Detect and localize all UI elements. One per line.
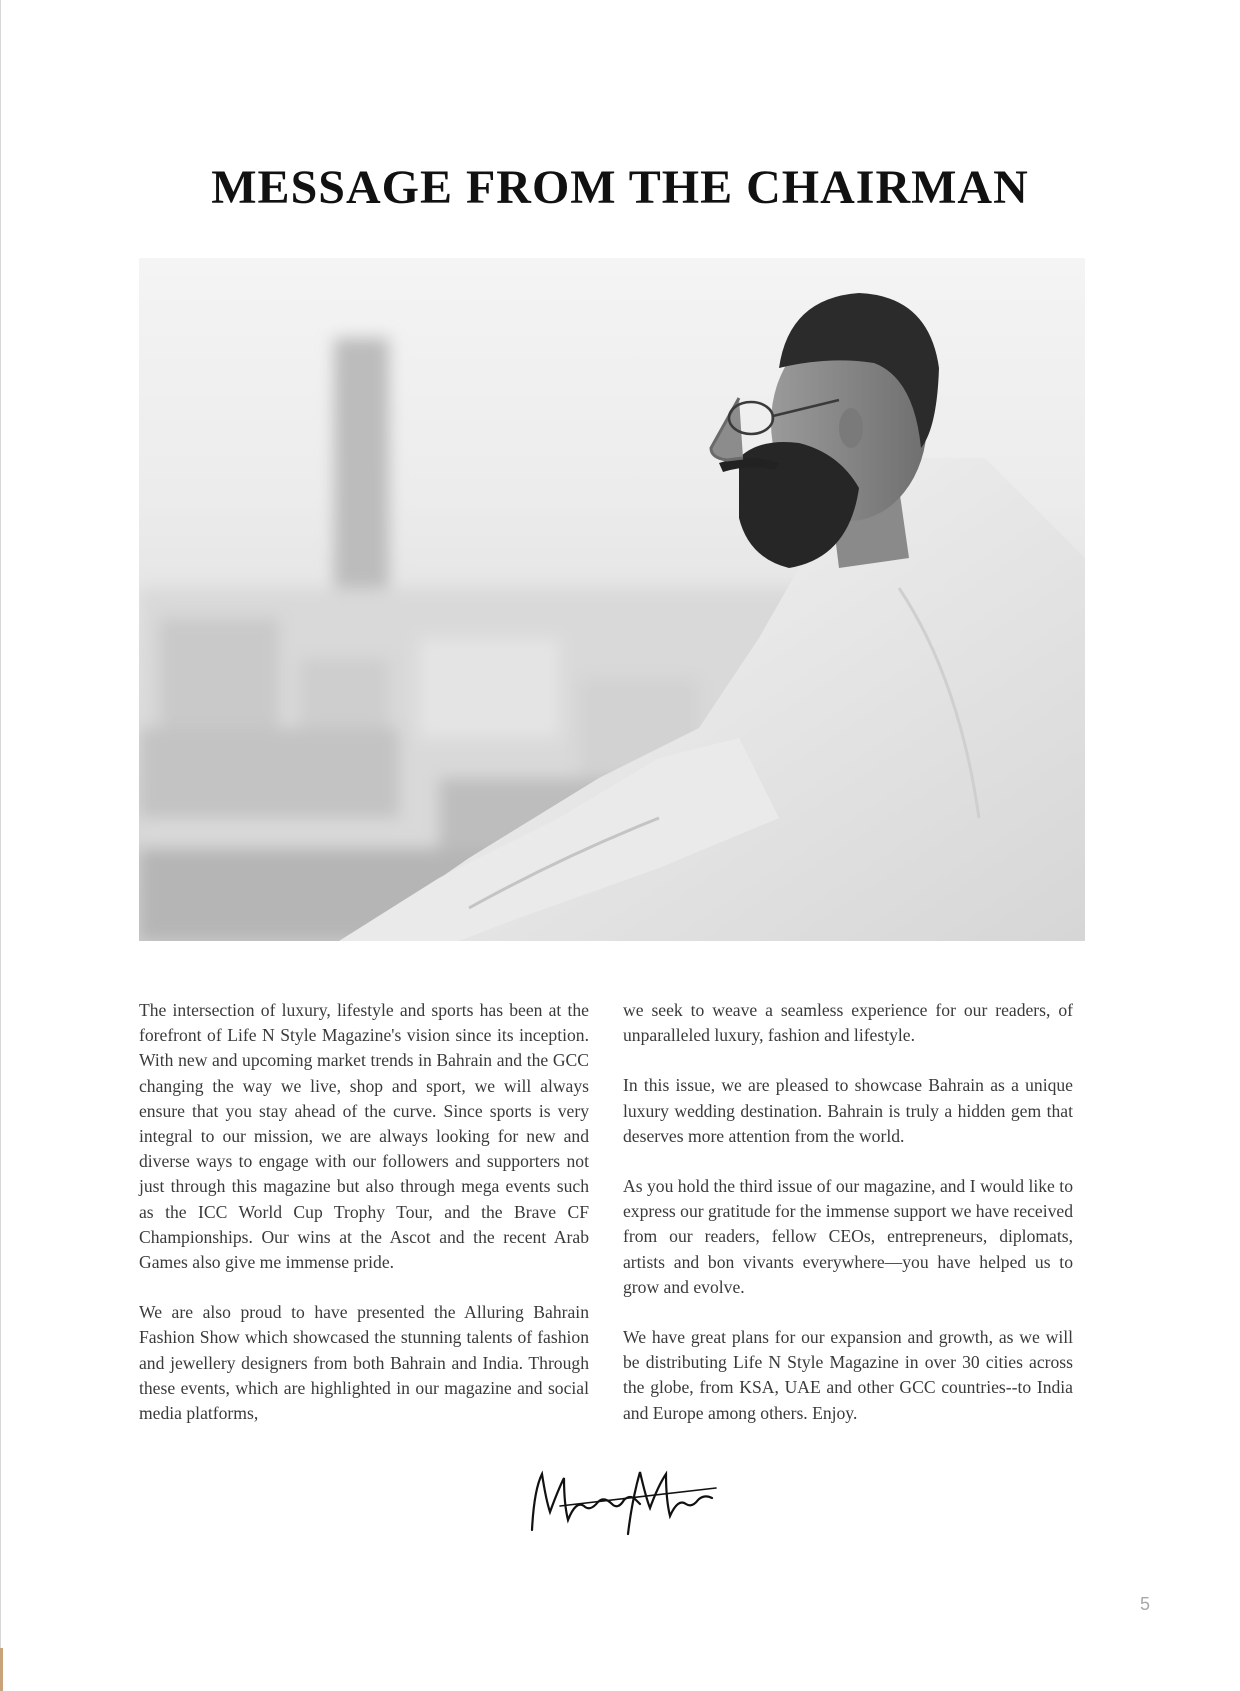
page-edge-line <box>0 0 1 1691</box>
page-number: 5 <box>1139 1594 1150 1614</box>
paragraph: In this issue, we are pleased to showcase Bahrain as a unique luxury wedding destination. Bahrain is truly a hidden gem that deserves more attention from the world. <box>623 1075 1073 1146</box>
chairman-signature <box>520 1460 720 1540</box>
paragraph: We are also proud to have presented the Alluring Bahrain Fashion Show which showcased the stunning talents of fashion and jewellery designers from both Bahrain and India. Through these events, which are highlighted in our magazine and social media platforms, <box>139 1302 589 1424</box>
page-title: MESSAGE FROM THE CHAIRMAN <box>211 161 1029 214</box>
paragraph: we seek to weave a seamless experience for our readers, of unparalleled luxury, fashion and lifestyle. <box>623 1000 1073 1046</box>
page-edge-accent <box>0 1648 3 1691</box>
chairman-photo <box>139 258 1085 941</box>
paragraph: As you hold the third issue of our magazine, and I would like to express our gratitude for the immense support we have received from our readers, fellow CEOs, entrepreneurs, diplomats, artists and bon vivants everywhere—you have helped us to grow and evolve. <box>623 1176 1073 1297</box>
right-text-column <box>623 998 1073 1451</box>
left-text-column <box>139 998 589 1451</box>
paragraph: We have great plans for our expansion and growth, as we will be distributing Life N Style Magazine in over 30 cities across the globe, from KSA, UAE and other GCC countries--to India and Europe among others. Enjoy. <box>623 1327 1073 1423</box>
paragraph: The intersection of luxury, lifestyle and sports has been at the forefront of Life N Style Magazine's vision since its inception. With new and upcoming market trends in Bahrain and the GCC changing the way we live, shop and sport, we will always ensure that you stay ahead of the curve. Since sports is very integral to our mission, we are always looking for new and diverse ways to engage with our followers and supporters not just through this magazine but also through mega events such as the ICC World Cup Trophy Tour, and the Brave CF Championships. Our wins at the Ascot and the recent Arab Games also give me immense pride. <box>139 1000 589 1273</box>
